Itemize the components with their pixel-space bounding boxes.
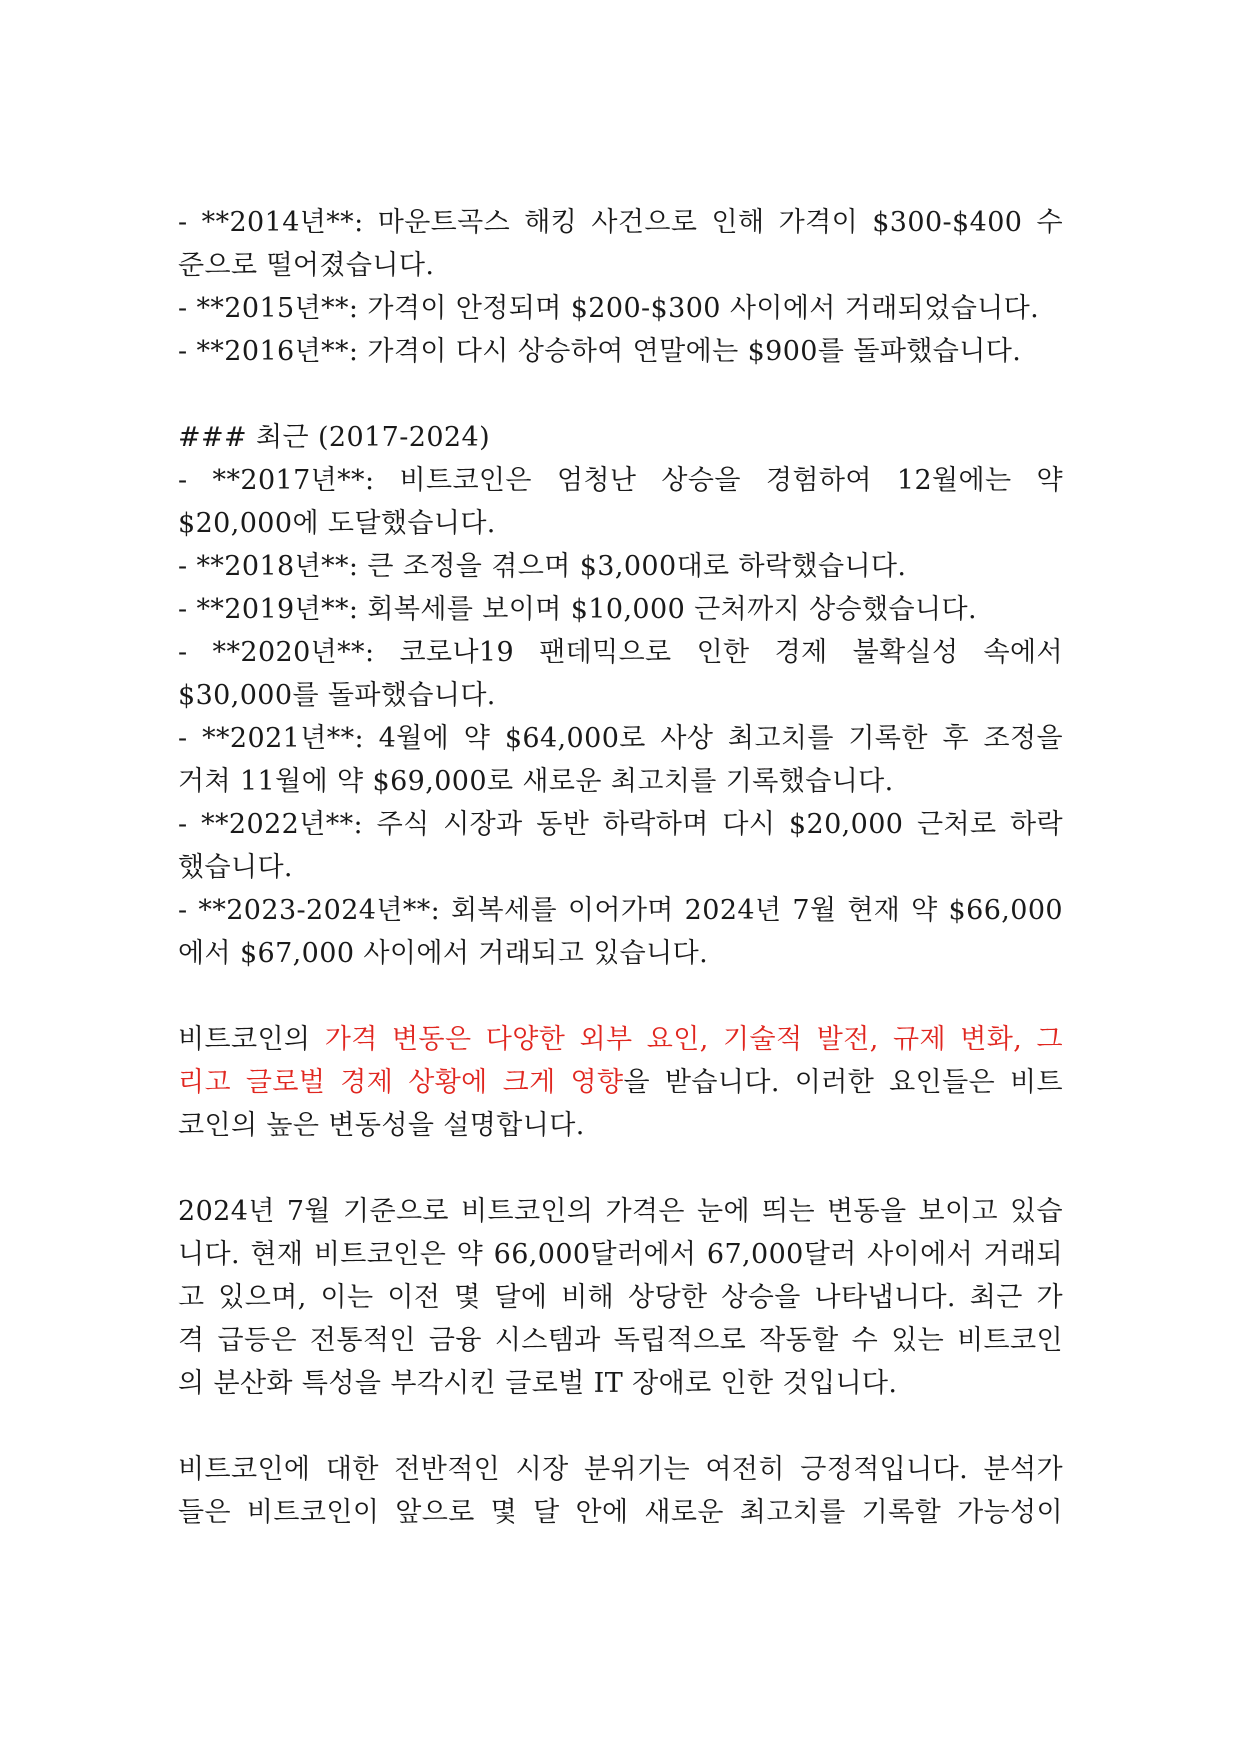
paragraph-line: 코인의 높은 변동성을 설명합니다. (178, 1110, 585, 1141)
paragraph-line (178, 1018, 1063, 1061)
document-body (178, 201, 1063, 1534)
paragraph-market-sentiment (178, 1448, 1063, 1534)
list-item-2017: - **2017년**: 비트코인은 엄청난 상승을 경험하여 12월에는 약 (178, 465, 1063, 496)
list-item-2022-cont: 했습니다. (178, 852, 293, 883)
list-item-2017-cont: $20,000에 도달했습니다. (178, 508, 496, 539)
paragraph-line: 의 분산화 특성을 부각시킨 글로벌 IT 장애로 인한 것입니다. (178, 1368, 898, 1399)
list-item-2023-2024-cont: 에서 $67,000 사이에서 거래되고 있습니다. (178, 938, 709, 969)
paragraph-line: 고 있으며, 이는 이전 몇 달에 비해 상당한 상승을 나타냅니다. 최근 가 (178, 1282, 1063, 1313)
paragraph-line: 비트코인에 대한 전반적인 시장 분위기는 여전히 긍정적입니다. 분석가 (178, 1454, 1063, 1485)
paragraph-line: 니다. 현재 비트코인은 약 66,000달러에서 67,000달러 사이에서 거래되 (178, 1239, 1063, 1270)
paragraph-gap (178, 975, 1063, 1018)
list-item-2022: - **2022년**: 주식 시장과 동반 하락하며 다시 $20,000 근처로 하락 (178, 809, 1063, 840)
paragraph-line (178, 1061, 1063, 1104)
paragraph-july-2024 (178, 1190, 1063, 1405)
list-item-2015: - **2015년**: 가격이 안정되며 $200-$300 사이에서 거래되었습니다. (178, 293, 1040, 324)
paragraph-price-factors (178, 1018, 1063, 1147)
paragraph-gap (178, 1147, 1063, 1190)
highlighted-text: 가격 변동은 다양한 외부 요인, 기술적 발전, 규제 변화, 그 (324, 1024, 1063, 1055)
plain-text: 을 받습니다. 이러한 요인들은 비트 (623, 1067, 1063, 1098)
paragraph-line: 들은 비트코인이 앞으로 몇 달 안에 새로운 최고치를 기록할 가능성이 (178, 1497, 1063, 1528)
section-heading: ### 최근 (2017-2024) (178, 422, 491, 453)
list-item-2014-cont: 준으로 떨어졌습니다. (178, 250, 435, 281)
list-item-2020: - **2020년**: 코로나19 팬데믹으로 인한 경제 불확실성 속에서 (178, 637, 1063, 668)
plain-text: 비트코인의 (178, 1024, 325, 1055)
list-item-2020-cont: $30,000를 돌파했습니다. (178, 680, 496, 711)
paragraph-gap (178, 373, 1063, 416)
paragraph-line: 2024년 7월 기준으로 비트코인의 가격은 눈에 띄는 변동을 보이고 있습 (178, 1196, 1063, 1227)
recent-years-section (178, 416, 1063, 975)
highlighted-text: 리고 글로벌 경제 상황에 크게 영향 (178, 1067, 624, 1098)
list-item-2016: - **2016년**: 가격이 다시 상승하여 연말에는 $900를 돌파했습니다. (178, 336, 1022, 367)
list-item-2019: - **2019년**: 회복세를 보이며 $10,000 근처까지 상승했습니다. (178, 594, 977, 625)
paragraph-gap (178, 1405, 1063, 1448)
list-item-2021-cont: 거쳐 11월에 약 $69,000로 새로운 최고치를 기록했습니다. (178, 766, 894, 797)
list-item-2018: - **2018년**: 큰 조정을 겪으며 $3,000대로 하락했습니다. (178, 551, 907, 582)
paragraph-line: 격 급등은 전통적인 금융 시스템과 독립적으로 작동할 수 있는 비트코인 (178, 1325, 1063, 1356)
list-item-2021: - **2021년**: 4월에 약 $64,000로 사상 최고치를 기록한 후 조정을 (178, 723, 1063, 754)
list-item-2014: - **2014년**: 마운트곡스 해킹 사건으로 인해 가격이 $300-$400 수 (178, 207, 1063, 238)
list-item-2023-2024: - **2023-2024년**: 회복세를 이어가며 2024년 7월 현재 약 $66,000 (178, 895, 1063, 926)
early-years-list (178, 201, 1063, 373)
